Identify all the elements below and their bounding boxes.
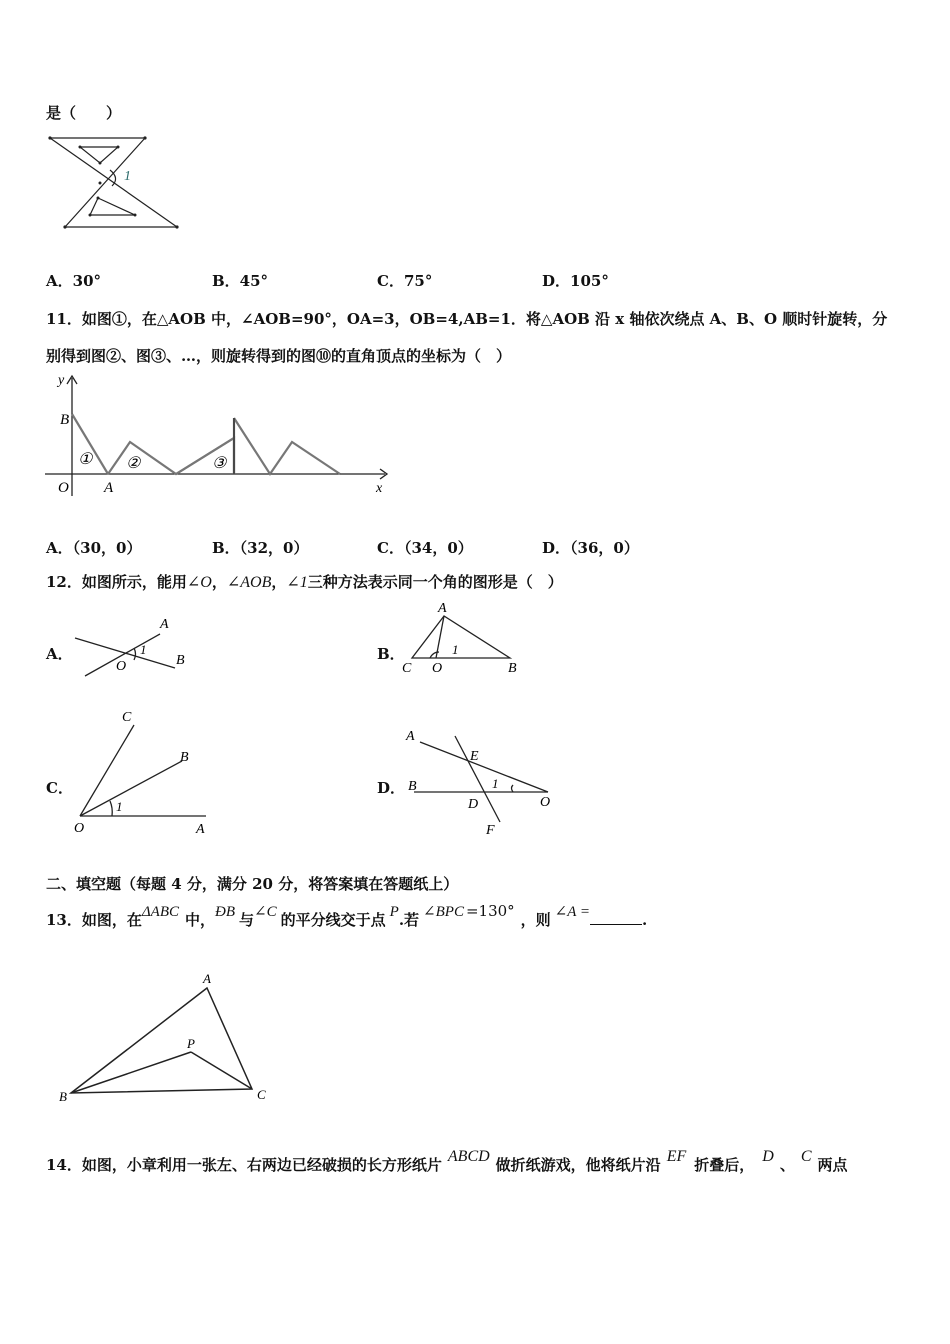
svg-text:E: E: [470, 749, 479, 764]
svg-text:O: O: [116, 659, 127, 674]
q11-label-a: A: [104, 480, 114, 496]
q11-option-c: C．（34，0）: [377, 539, 473, 557]
q10-option-a: A．30°: [46, 272, 102, 290]
q12-option-b-letter: B．: [377, 645, 405, 663]
svg-text:C: C: [257, 1087, 266, 1102]
q13-stem: 13．如图，在ΔABC 中，ÐB 与∠C 的平分线交于点 P.若 ∠BPC =130° ，则 ∠A = .: [46, 902, 648, 929]
q11-label-y: y: [58, 373, 65, 388]
q10-option-b: B．45°: [212, 272, 269, 290]
q12-angle-o: ∠O: [186, 574, 212, 591]
q11-figure: [40, 368, 400, 500]
q12-stem: 12．如图所示，能用∠O，∠AOB，∠1三种方法表示同一个角的图形是（ ）: [46, 573, 563, 591]
q10-option-c: C．75°: [377, 272, 433, 290]
q12-option-b-figure: [398, 600, 528, 680]
svg-text:P: P: [187, 1036, 195, 1051]
svg-text:O: O: [432, 661, 443, 676]
svg-text:C: C: [122, 710, 132, 725]
q11-option-d: D．（36，0）: [542, 539, 639, 557]
q12-angle-aob: ∠AOB: [226, 574, 272, 591]
q10-figure: [40, 130, 190, 235]
q13-figure: [55, 968, 285, 1108]
q11-circled-3: ③: [212, 455, 227, 472]
q11-label-x: x: [376, 481, 383, 496]
q12-angle-1: ∠1: [286, 574, 308, 591]
svg-text:D: D: [468, 797, 479, 812]
svg-text:1: 1: [116, 799, 123, 814]
q13-answer-blank[interactable]: [590, 910, 642, 925]
svg-text:1: 1: [140, 642, 147, 657]
svg-text:A: A: [438, 601, 447, 616]
svg-text:B: B: [408, 779, 417, 794]
q11-circled-2: ②: [126, 455, 141, 472]
svg-text:B: B: [180, 750, 189, 765]
svg-text:B: B: [508, 661, 517, 676]
q11-label-o: O: [58, 480, 69, 496]
q10-stem-tail: 是（ ）: [46, 104, 122, 122]
svg-text:A: A: [203, 971, 211, 986]
q11-option-a: A．（30，0）: [46, 539, 142, 557]
q11-stem-line1: 11．如图①，在△AOB 中，∠AOB=90°，OA=3，OB=4,AB=1．将△AOB 沿 x 轴依次绕点 A、B、O 顺时针旋转，分: [46, 310, 888, 328]
svg-text:O: O: [74, 821, 85, 836]
q12-option-d-letter: D．: [377, 779, 406, 797]
svg-text:B: B: [176, 653, 185, 668]
svg-text:A: A: [196, 822, 205, 837]
svg-text:1: 1: [492, 776, 499, 791]
q12-option-c-letter: C．: [46, 779, 73, 797]
svg-text:1: 1: [452, 642, 459, 657]
svg-text:A: A: [406, 729, 415, 744]
svg-text:A: A: [160, 617, 169, 632]
q10-angle-label: 1: [124, 169, 131, 184]
q11-circled-1: ①: [78, 451, 93, 468]
q10-option-d: D．105°: [542, 272, 609, 290]
q11-label-b: B: [60, 412, 70, 428]
q12-option-d-figure: [400, 722, 560, 842]
q14-stem: 14．如图，小章利用一张左、右两边已经破损的长方形纸片 ABCD 做折纸游戏，他将纸片沿 EF 折叠后， D 、 C 两点: [46, 1148, 848, 1174]
svg-text:B: B: [59, 1089, 67, 1104]
svg-text:O: O: [540, 795, 551, 810]
q12-option-c-figure: [68, 705, 218, 840]
q11-option-b: B．（32，0）: [212, 539, 309, 557]
q11-stem-line2: 别得到图②、图③、…，则旋转得到的图⑩的直角顶点的坐标为（ ）: [46, 347, 512, 365]
q12-option-a-letter: A．: [46, 645, 73, 663]
svg-text:C: C: [402, 661, 412, 676]
section-2-heading: 二、填空题（每题 4 分，满分 20 分，将答案填在答题纸上）: [46, 875, 459, 893]
q12-option-a-figure: [70, 610, 200, 685]
svg-text:F: F: [486, 823, 495, 838]
